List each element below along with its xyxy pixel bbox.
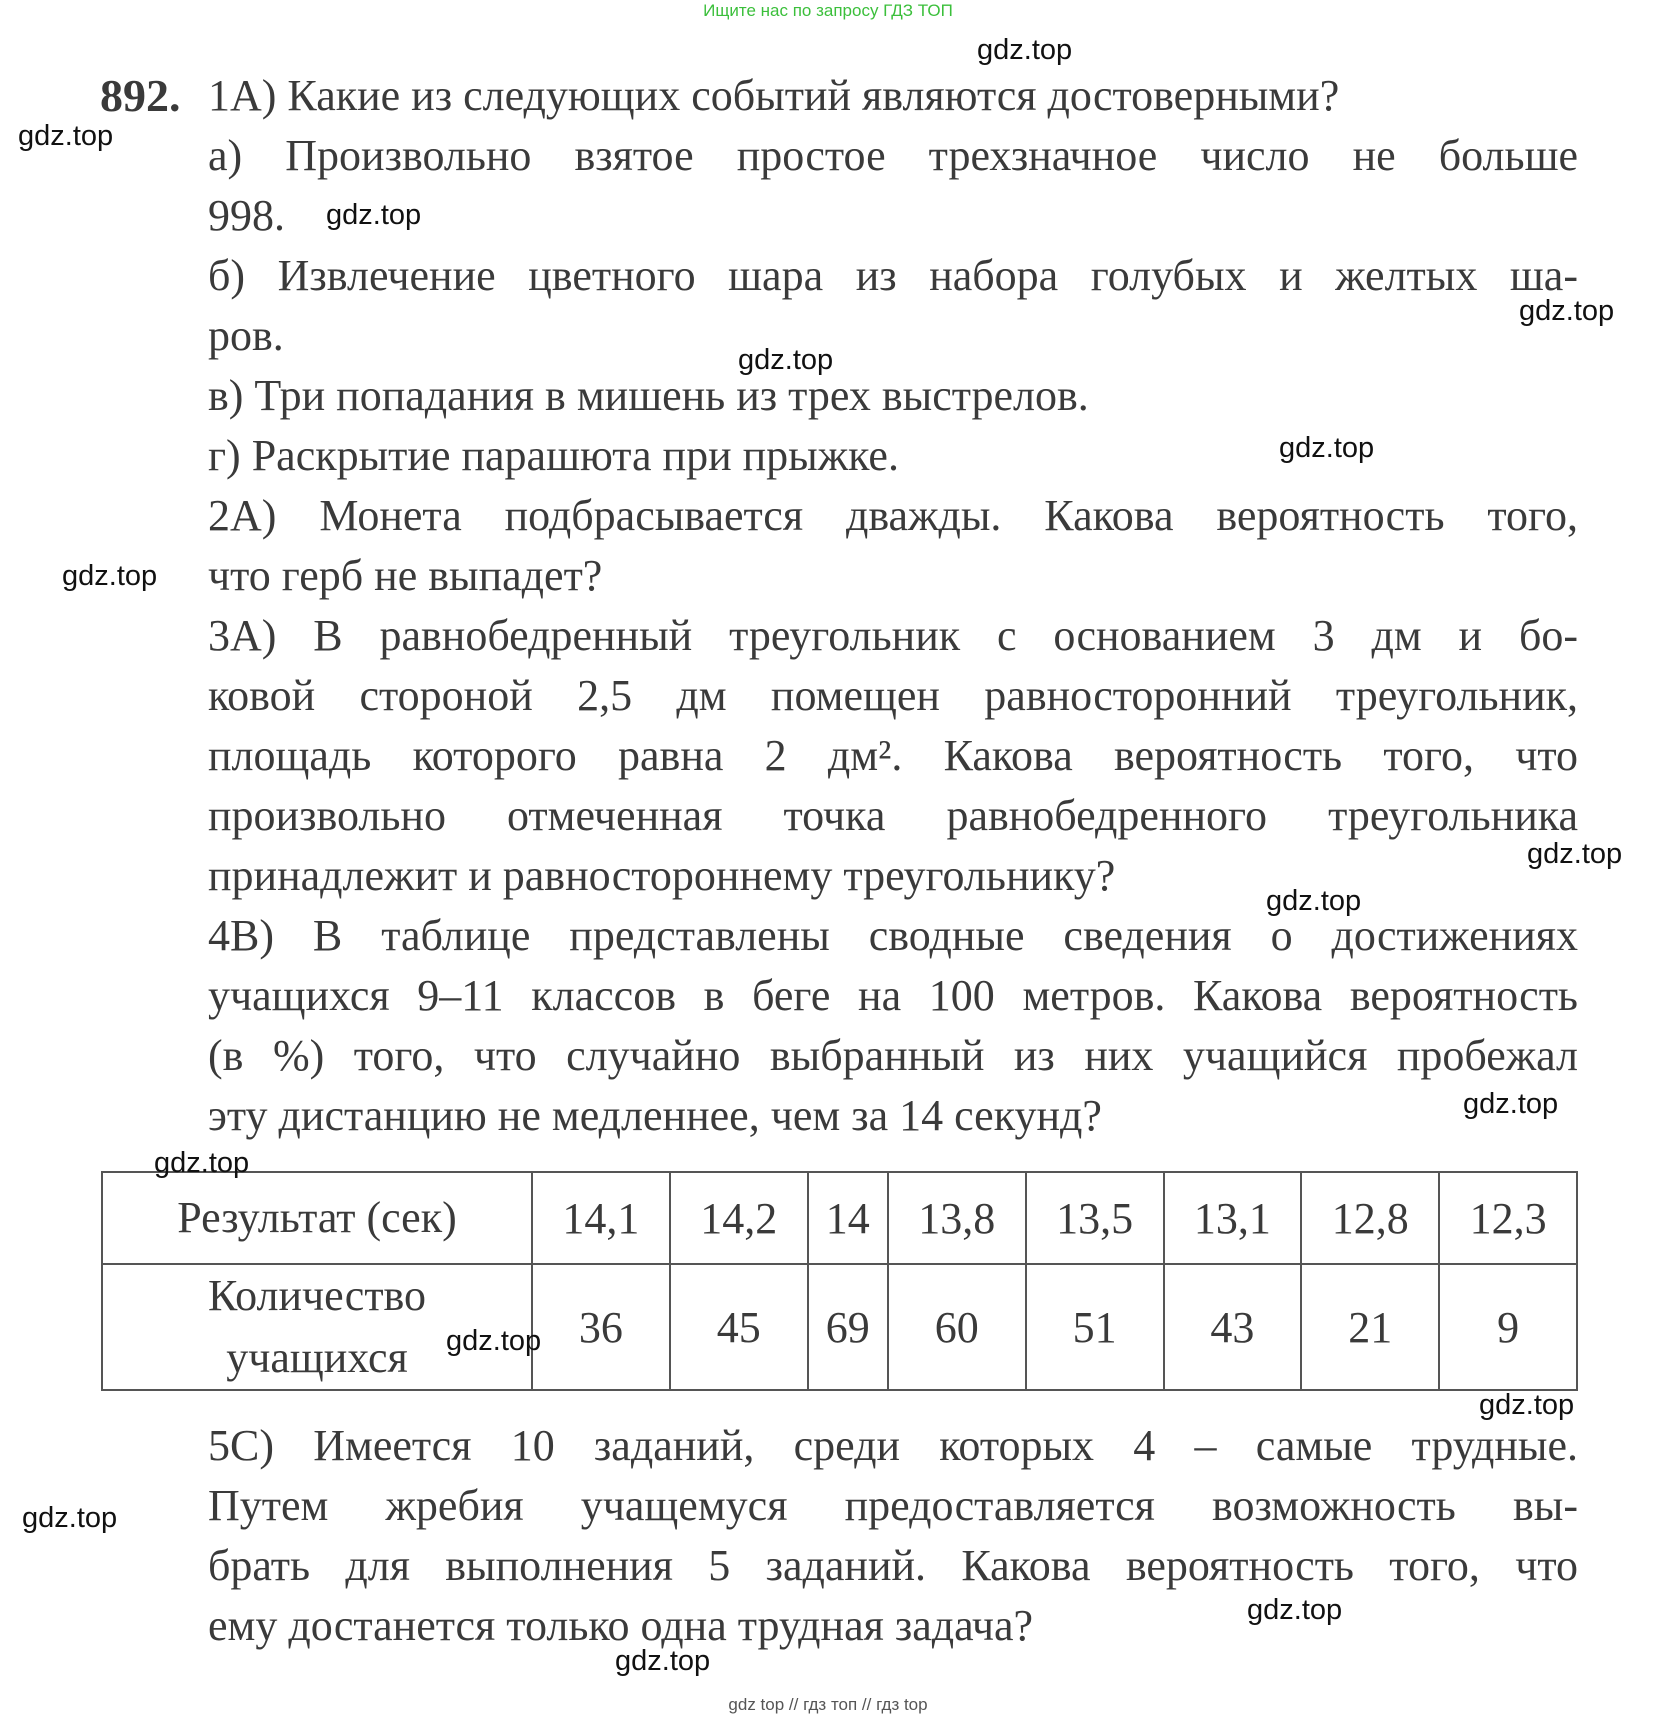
table-cell-result: 13,1 xyxy=(1164,1172,1302,1264)
table-cell-result: 14,2 xyxy=(670,1172,808,1264)
task-1-option-a-line1: а) Произвольно взятое простое трехзначное число не больше xyxy=(208,131,1578,180)
task-5-line4: ему достанется только одна трудная задача? xyxy=(208,1601,1034,1650)
problem-number: 892. xyxy=(100,70,181,121)
task-1-option-g: г) Раскрытие парашюта при прыжке. xyxy=(208,431,899,480)
table-cell-result: 12,8 xyxy=(1301,1172,1439,1264)
bottom-banner: gdz top // гдз топ // гдз top xyxy=(728,1695,928,1714)
watermark: gdz.top xyxy=(22,1502,118,1534)
task-1-option-a-line2: 998. xyxy=(208,191,285,240)
watermark: gdz.top xyxy=(154,1147,250,1179)
table-cell-result: 13,5 xyxy=(1026,1172,1164,1264)
watermark: gdz.top xyxy=(1463,1088,1559,1120)
table-cell-count: 60 xyxy=(888,1264,1026,1390)
task-4-line3: (в %) того, что случайно выбранный из них учащийся пробежал xyxy=(208,1031,1578,1080)
table-header-count-line2: учащихся xyxy=(226,1333,408,1382)
watermark: gdz.top xyxy=(446,1325,542,1357)
table-cell-count: 69 xyxy=(808,1264,888,1390)
watermark: gdz.top xyxy=(326,199,422,231)
table-cell-count: 21 xyxy=(1301,1264,1439,1390)
task-3-line4: произвольно отмеченная точка равнобедренного треугольника xyxy=(208,791,1578,840)
task-2-line1: 2А) Монета подбрасывается дважды. Какова вероятность того, xyxy=(208,491,1578,540)
task-5-line1: 5С) Имеется 10 заданий, среди которых 4 – самые трудные. xyxy=(208,1421,1578,1470)
table-cell-result: 12,3 xyxy=(1439,1172,1577,1264)
table-cell-count: 51 xyxy=(1026,1264,1164,1390)
table-cell-result: 14,1 xyxy=(532,1172,670,1264)
top-banner: Ищите нас по запросу ГДЗ ТОП xyxy=(703,1,953,20)
task-3-line1: 3А) В равнобедренный треугольник с основанием 3 дм и бо- xyxy=(208,611,1578,660)
task-5-line3: брать для выполнения 5 заданий. Какова вероятность того, что xyxy=(208,1541,1578,1590)
table-header-result: Результат (сек) xyxy=(102,1172,532,1264)
task-4-line1: 4В) В таблице представлены сводные сведения о достижениях xyxy=(208,911,1578,960)
watermark: gdz.top xyxy=(1479,1389,1575,1421)
watermark: gdz.top xyxy=(1527,838,1623,870)
watermark: gdz.top xyxy=(1279,432,1375,464)
table-cell-count: 43 xyxy=(1164,1264,1302,1390)
watermark: gdz.top xyxy=(1247,1594,1343,1626)
table-row-counts xyxy=(102,1264,1577,1390)
task-3-line5: принадлежит и равностороннему треугольнику? xyxy=(208,851,1116,900)
results-table xyxy=(101,1171,1578,1391)
watermark: gdz.top xyxy=(18,120,114,152)
watermark: gdz.top xyxy=(615,1645,711,1677)
watermark: gdz.top xyxy=(738,344,834,376)
watermark: gdz.top xyxy=(1266,885,1362,917)
table-cell-count: 36 xyxy=(532,1264,670,1390)
task-4-line2: учащихся 9–11 классов в беге на 100 метров. Какова вероятность xyxy=(208,971,1578,1020)
task-1-option-v: в) Три попадания в мишень из трех выстрелов. xyxy=(208,371,1089,420)
task-4-line4: эту дистанцию не медленнее, чем за 14 секунд? xyxy=(208,1091,1102,1140)
watermark: gdz.top xyxy=(1519,295,1615,327)
task-1-question: 1А) Какие из следующих событий являются достоверными? xyxy=(208,71,1340,120)
task-3-line3: площадь которого равна 2 дм². Какова вероятность того, что xyxy=(208,731,1578,780)
task-2-line2: что герб не выпадет? xyxy=(208,551,603,600)
task-3-line2: ковой стороной 2,5 дм помещен равносторонний треугольник, xyxy=(208,671,1578,720)
table-header-count-line1: Количество xyxy=(207,1271,427,1320)
table-cell-count: 45 xyxy=(670,1264,808,1390)
table-cell-result: 14 xyxy=(808,1172,888,1264)
table-cell-count: 9 xyxy=(1439,1264,1577,1390)
table-row-results xyxy=(102,1172,1577,1264)
task-1-option-b-line1: б) Извлечение цветного шара из набора голубых и желтых ша- xyxy=(208,251,1578,300)
task-5-line2: Путем жребия учащемуся предоставляется возможность вы- xyxy=(208,1481,1578,1530)
watermark: gdz.top xyxy=(62,560,158,592)
table-cell-result: 13,8 xyxy=(888,1172,1026,1264)
task-1-option-b-line2: ров. xyxy=(208,311,284,360)
watermark: gdz.top xyxy=(977,34,1073,66)
